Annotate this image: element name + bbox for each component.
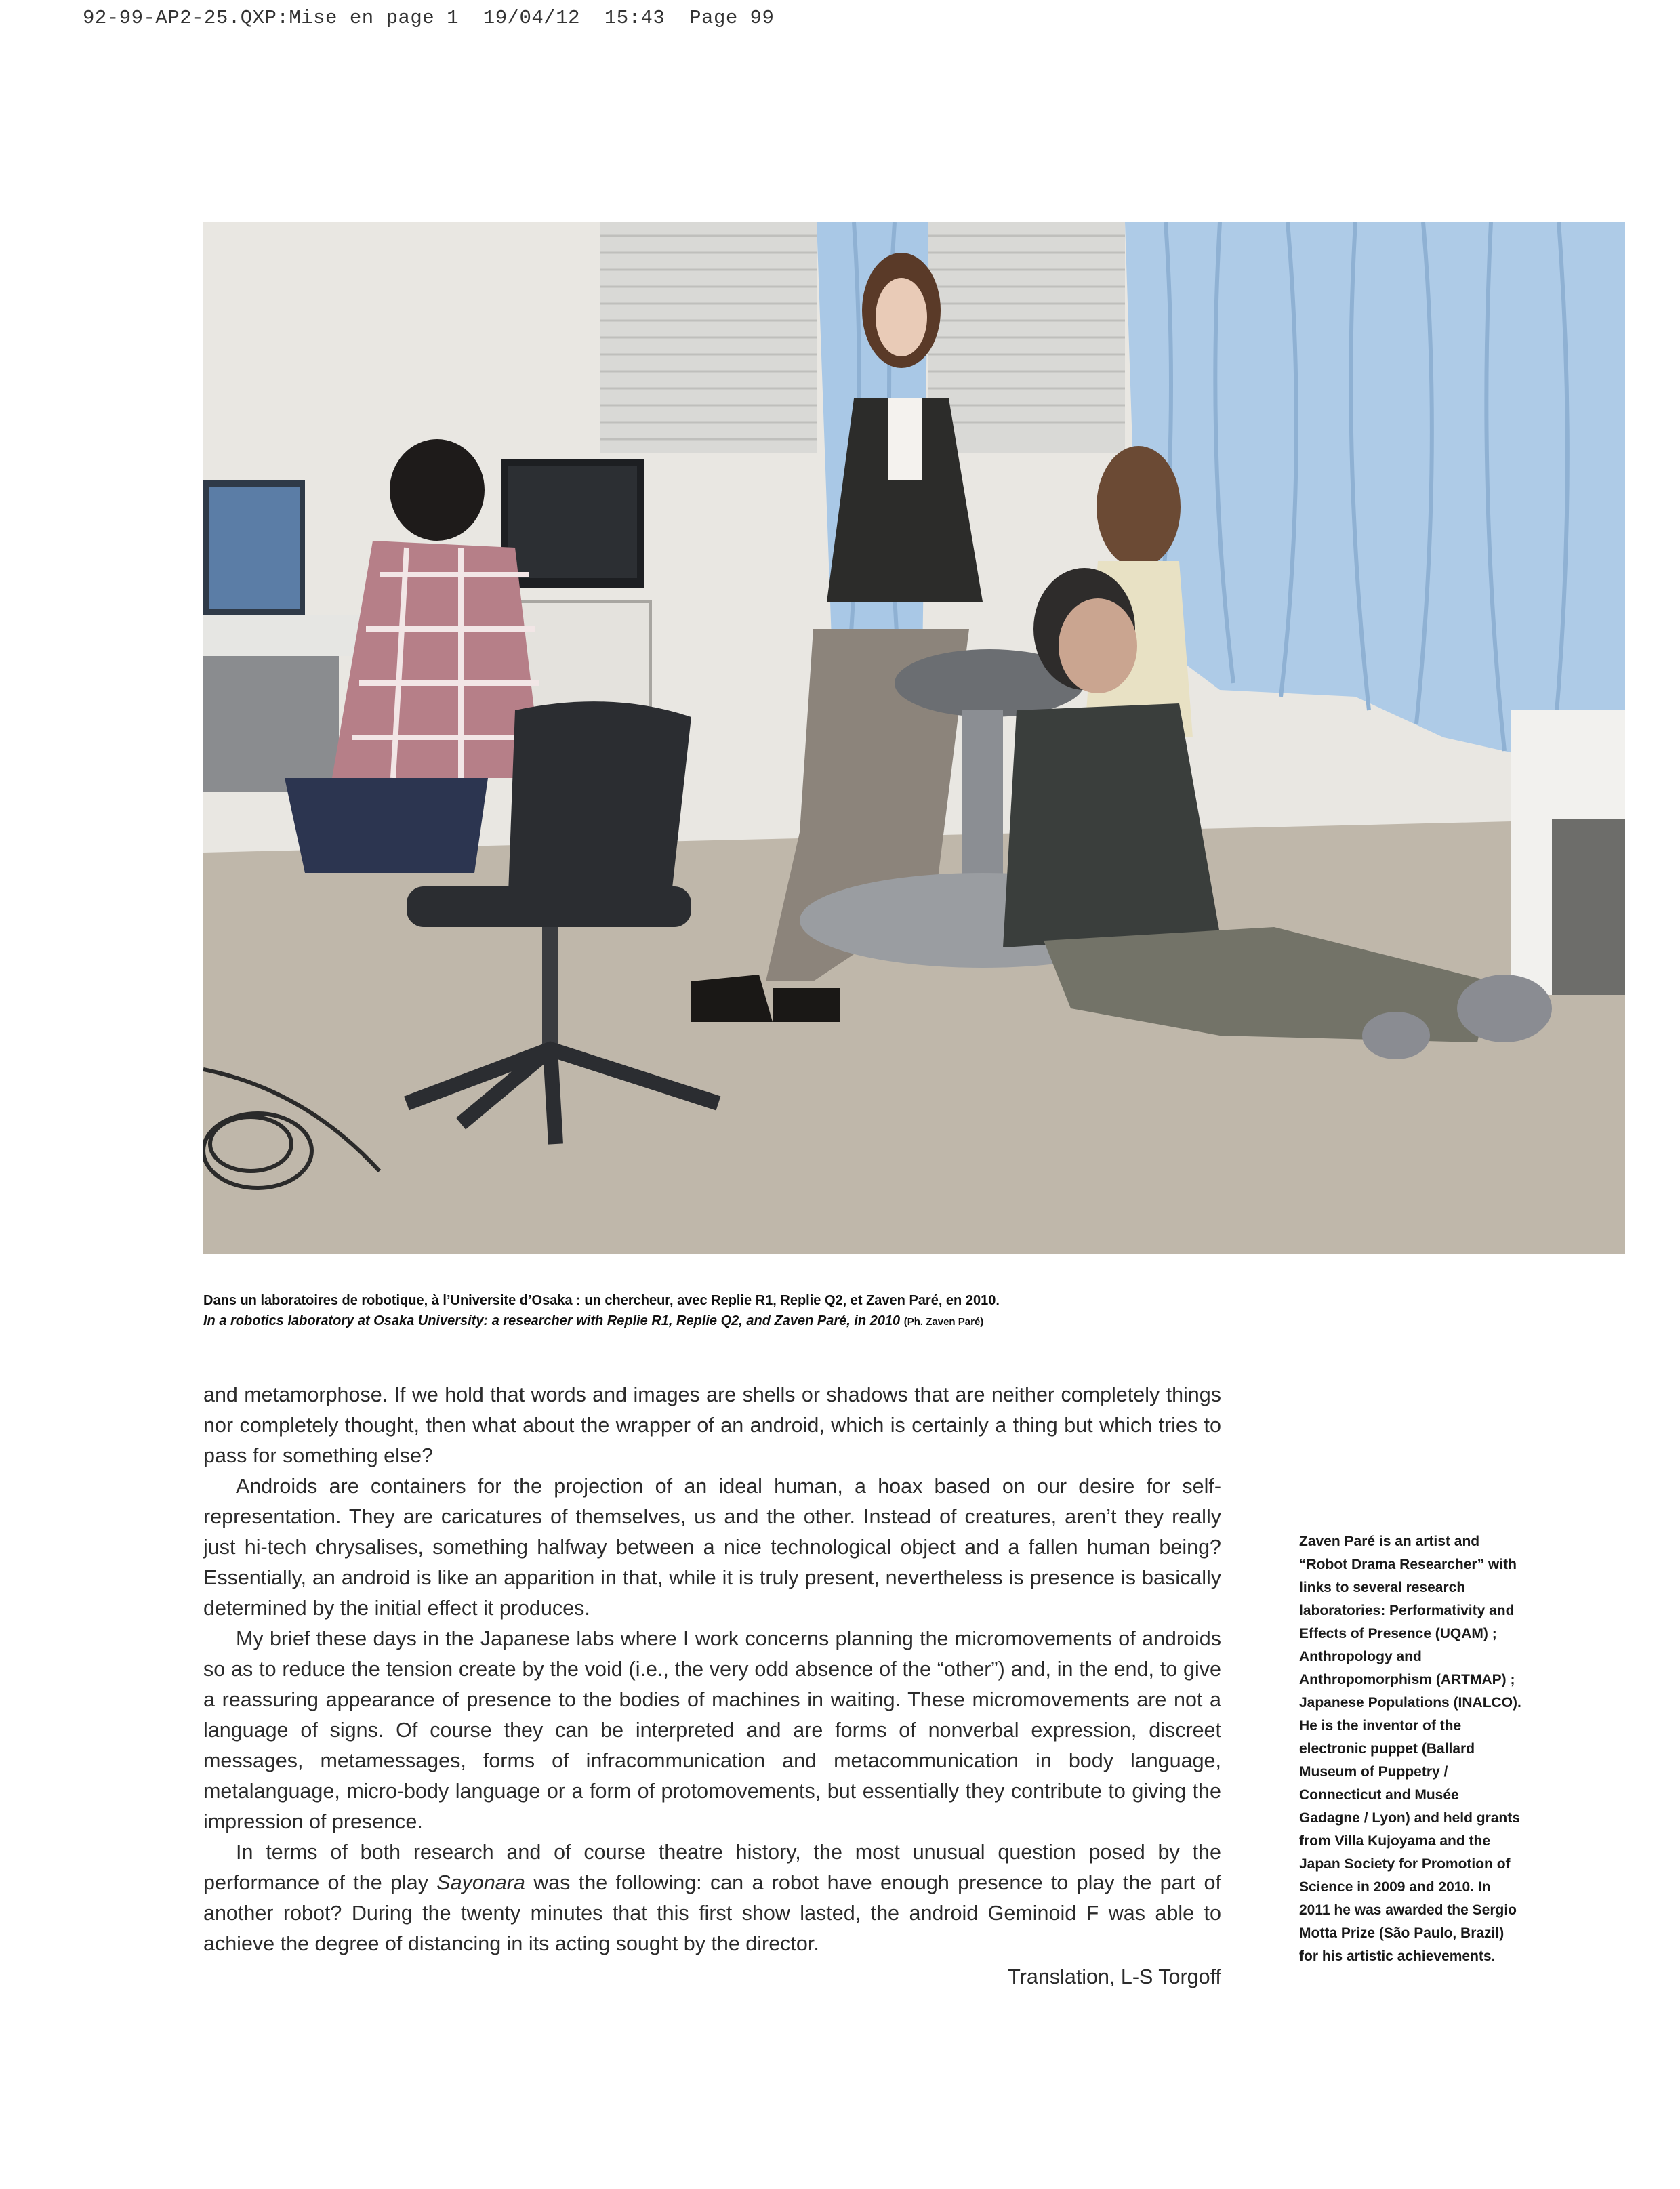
- paragraph-4: [203, 1837, 1221, 1959]
- paragraph-4-start: In terms of both research and of course theatre history, the most unusual question posed by the performance of the play: [203, 1841, 1221, 1894]
- author-bio: Zaven Paré is an artist and “Robot Drama Researcher” with links to several research laboratories: Performativity and Effects of Presence (UQAM) ; Anthropology and Anthropomorphism (ARTMAP) ; Japanese Populations (INALCO). He is the inventor of the electronic puppet (Ballard Museum of Puppetry / Connecticut and Musée Gadagne / Lyon) and held grants from Villa Kujoyama and the Japan Society for Promotion of Science in 2009 and 2010. In 2011 he was awarded the Sergio Motta Prize (São Paulo, Brazil) for his artistic achievements.: [1299, 1534, 1521, 1964]
- lab-photo: [203, 222, 1625, 1254]
- article-body: [203, 1380, 1221, 1992]
- play-title: Sayonara: [436, 1871, 525, 1894]
- photo-credit: (Ph. Zaven Paré): [903, 1316, 984, 1328]
- print-slug-line: 92-99-AP2-25.QXP:Mise en page 1 19/04/12 15:43 Page 99: [83, 7, 775, 29]
- caption-english-text: In a robotics laboratory at Osaka University: a researcher with Replie R1, Replie Q2, and Zaven Paré, in 2010: [203, 1313, 901, 1328]
- photo-caption: [203, 1290, 1423, 1332]
- caption-english: [203, 1311, 1423, 1332]
- translation-credit: Translation, L-S Torgoff: [1008, 1965, 1221, 1988]
- paragraph-4-end: was the following: can a robot have enough presence to play the part of another robot? During the twenty minutes that this first show lasted, the android Geminoid F was able to achieve the degree of distancing in its acting sought by the director.: [203, 1871, 1221, 1955]
- caption-french: Dans un laboratoires de robotique, à l’Universite d’Osaka : un chercheur, avec Replie R1, Replie Q2, et Zaven Paré, en 2010.: [203, 1293, 1000, 1308]
- paragraph-2: Androids are containers for the projection of an ideal human, a hoax based on our desire for self-representation. They are caricatures of themselves, us and the other. Instead of creatures, aren’t they really just hi-tech chrysalises, something halfway between a nice technological object and a fallen human being? Essentially, an android is like an apparition in that, while it is truly present, nevertheless is presence is basically determined by the initial effect it produces.: [203, 1475, 1221, 1620]
- paragraph-1: and metamorphose. If we hold that words and images are shells or shadows that are neither completely things nor completely thought, then what about the wrapper of an android, which is certainly a thing but which tries to pass for something else?: [203, 1383, 1221, 1467]
- paragraph-3: My brief these days in the Japanese labs where I work concerns planning the micromovements of androids so as to reduce the tension create by the void (i.e., the very odd absence of the “other”) and, in the end, to give a reassuring appearance of presence to the bodies of machines in waiting. These micromovements are not a language of signs. Of course they can be interpreted and are forms of nonverbal expression, discreet messages, metamessages, forms of infracommunication and metacommunication in body language, metalanguage, micro-body language or a form of protomovements, but essentially they contribute to giving the impression of presence.: [203, 1627, 1221, 1833]
